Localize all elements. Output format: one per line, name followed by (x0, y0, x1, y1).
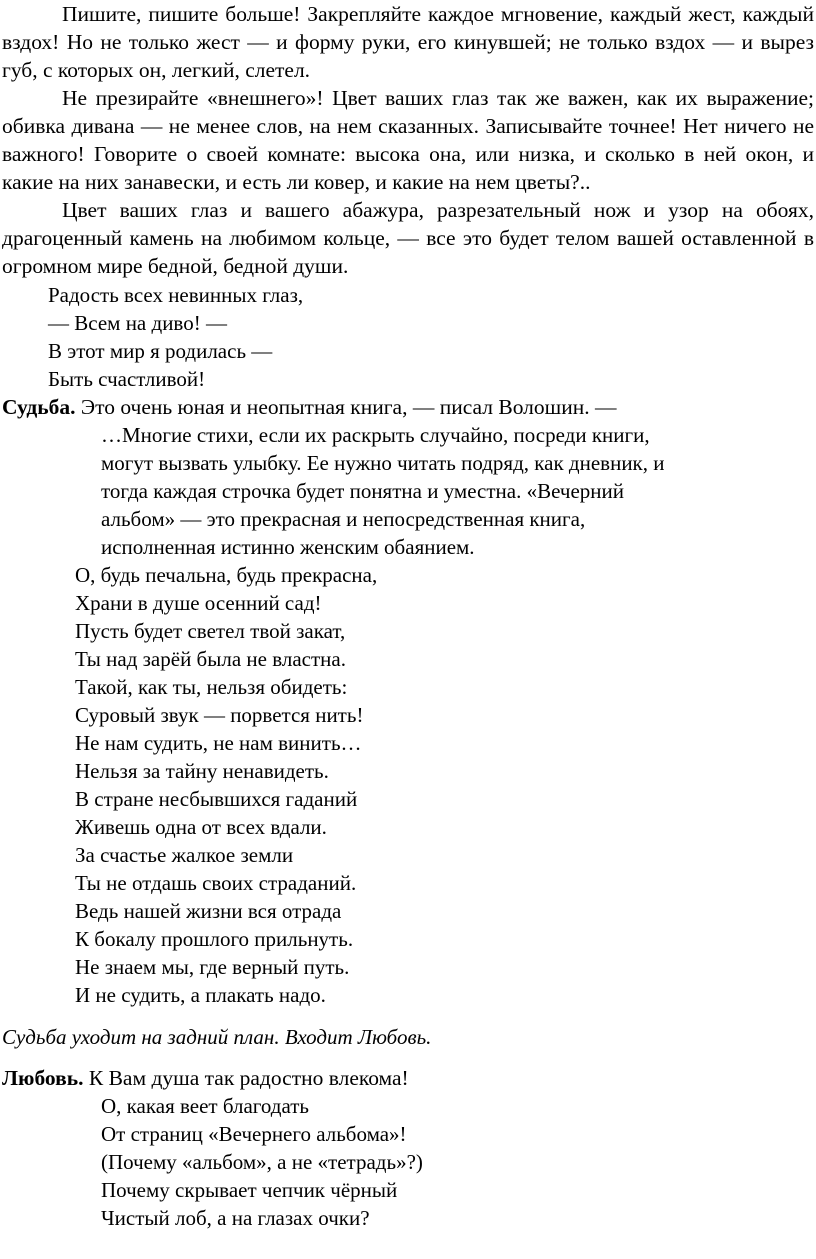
love-speaker: Любовь. (2, 1066, 84, 1090)
verse-line: И не судить, а плакать надо. (75, 983, 326, 1007)
verse-line: Ты не отдашь своих страданий. (75, 871, 357, 895)
stage-direction: Судьба уходит на задний план. Входит Любовь. (2, 1025, 432, 1049)
verse-line: Почему скрывает чепчик чёрный (101, 1178, 398, 1202)
verse-line: Быть счастливой! (48, 367, 206, 391)
verse-block-1 (0, 281, 816, 393)
fate-verse (0, 561, 816, 1009)
verse-line: — Всем на диво! — (48, 311, 227, 335)
verse-line: В этот мир я родилась — (48, 339, 273, 363)
voloshin-quote (0, 421, 801, 561)
fate-speaker: Судьба. (2, 395, 76, 419)
verse-line: Радость всех невинных глаз, (48, 283, 304, 307)
verse-line: О, будь печальна, будь прекрасна, (75, 563, 378, 587)
verse-line: Ведь нашей жизни вся отрада (75, 899, 342, 923)
verse-line: Нельзя за тайну ненавидеть. (75, 759, 329, 783)
verse-line: Живешь одна от всех вдали. (75, 815, 327, 839)
verse-line: Пусть будет светел твой закат, (75, 619, 346, 643)
verse-line: (Почему «альбом», а не «тетрадь»?) (101, 1150, 423, 1174)
verse-line: Не нам судить, не нам винить… (75, 731, 362, 755)
love-speech-line (0, 1064, 816, 1092)
verse-line: Такой, как ты, нельзя обидеть: (75, 675, 348, 699)
love-first-line: К Вам душа так радостно влекома! (83, 1066, 409, 1090)
love-verse (0, 1092, 816, 1232)
paragraph-3: Цвет ваших глаз и вашего абажура, разрезательный нож и узор на обоях, драгоценный камень на любимом кольце, — все это будет телом вашей оставленной в огромном мире бедной, бедной души. (2, 198, 814, 278)
paragraph-2: Не презирайте «внешнего»! Цвет ваших глаз так же важен, как их выражение; обивка дивана — не менее слов, на нем сказанных. Записывайте точнее! Нет ничего не важного! Говорите о своей комнате: высока она, или низка, и сколько в ней окон, и какие на них занавески, и есть ли ковер, и какие на нем цветы?.. (2, 86, 814, 194)
paragraph-1: Пишите, пишите больше! Закрепляйте каждое мгновение, каждый жест, каждый вздох! Но не только жест — и форму руки, его кинувшей; не только вздох — и вырез губ, с которых он, легкий, слетел. (2, 2, 814, 82)
verse-line: О, какая веет благодать (101, 1094, 310, 1118)
verse-line: Чистый лоб, а на глазах очки? (101, 1206, 370, 1230)
quote-line: …Многие стихи, если их раскрыть случайно, посреди книги, (101, 423, 650, 447)
quote-line: исполненная истинно женским обаянием. (101, 535, 475, 559)
quote-line: могут вызвать улыбку. Ее нужно читать подряд, как дневник, и (101, 451, 665, 475)
verse-line: За счастье жалкое земли (75, 843, 294, 867)
quote-line: альбом» — это прекрасная и непосредственная книга, (101, 507, 586, 531)
verse-line: Не знаем мы, где верный путь. (75, 955, 350, 979)
fate-intro: Это очень юная и неопытная книга, — писал Волошин. — (75, 395, 617, 419)
verse-line: Храни в душе осенний сад! (75, 591, 322, 615)
verse-line: Суровый звук — порвется нить! (75, 703, 364, 727)
verse-line: К бокалу прошлого прильнуть. (75, 927, 354, 951)
verse-line: Ты над зарёй была не властна. (75, 647, 346, 671)
quote-line: тогда каждая строчка будет понятна и уместна. «Вечерний (101, 479, 625, 503)
verse-line: От страниц «Вечернего альбома»! (101, 1122, 407, 1146)
fate-speech-line (0, 393, 816, 421)
verse-line: В стране несбывшихся гаданий (75, 787, 358, 811)
